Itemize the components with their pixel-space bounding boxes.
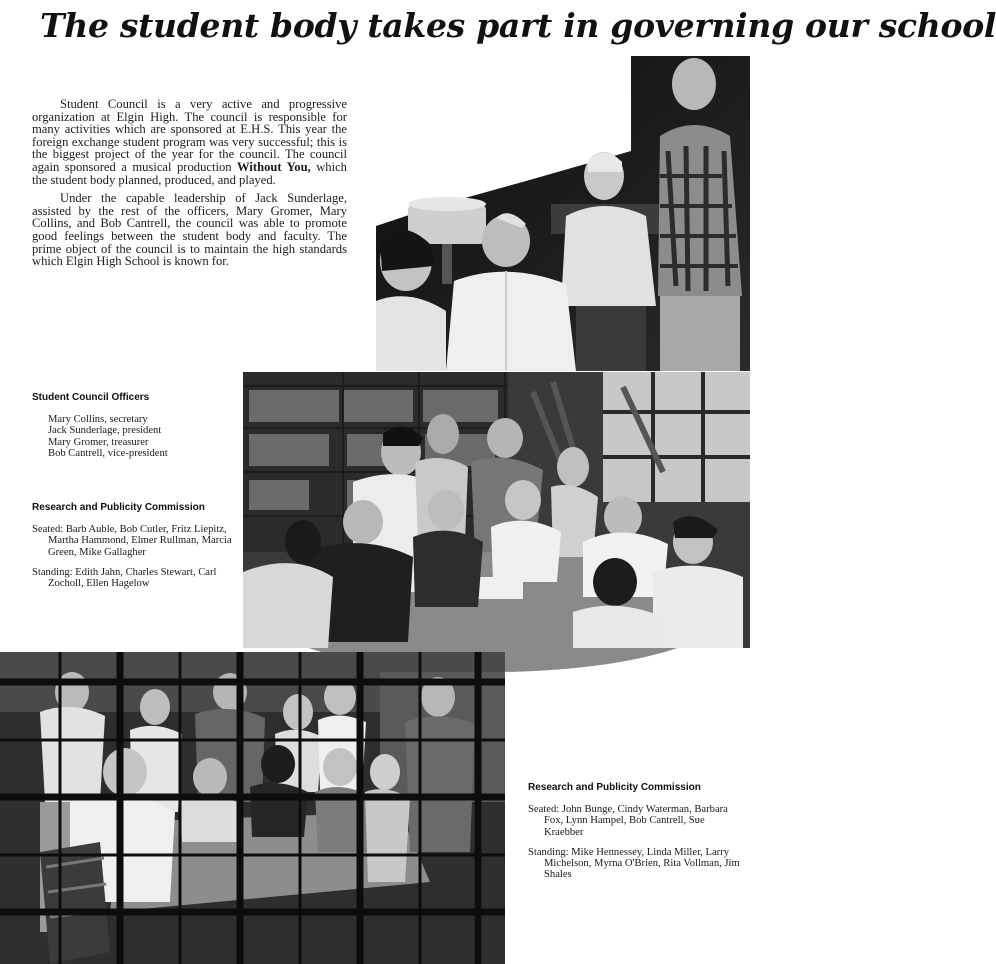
officer-entry: Jack Sunderlage, president — [48, 425, 162, 437]
research-commission-1-caption — [32, 502, 242, 589]
officers-heading: Student Council Officers — [32, 392, 150, 403]
research-commission-2-heading: Research and Publicity Commission — [528, 782, 701, 793]
research-commission-1-heading: Research and Publicity Commission — [32, 502, 205, 513]
officers-list — [48, 414, 242, 459]
research-commission-2-caption — [528, 782, 743, 880]
intro-paragraph-1-end: which the student body planned, produced, and played. — [32, 159, 347, 187]
council-officers-photo — [376, 56, 750, 371]
officer-entry: Mary Collins, secretary — [48, 414, 148, 426]
window-commission-photo — [0, 652, 505, 964]
page-title: The student body takes part in governing our school — [40, 6, 996, 45]
intro-text — [32, 98, 347, 274]
library-commission-photo — [243, 372, 750, 648]
production-title: Without You, — [237, 159, 311, 174]
research-commission-2-seated: Seated: John Bunge, Cindy Waterman, Barbara Fox, Lynn Hampel, Bob Cantrell, Sue Kraebber — [528, 804, 728, 838]
officers-caption — [32, 392, 242, 459]
research-commission-1-standing: Standing: Edith Jahn, Charles Stewart, Carl Zocholl, Ellen Hagelow — [32, 566, 217, 590]
intro-paragraph-1 — [32, 98, 347, 186]
intro-paragraph-1-start: Student Council is a very active and progressive organization at Elgin High. The council is responsible for many activities which are sponsored at E.H.S. This year the foreign exchange student program was very successful; this is the biggest project of the year for the council. The council again sponsored a musical production — [32, 97, 347, 174]
officer-entry: Bob Cantrell, vice-president — [48, 447, 168, 459]
research-commission-2-standing: Standing: Mike Hennessey, Linda Miller, Larry Michelson, Myrna O'Brien, Rita Vollman, Jim Shales — [528, 846, 740, 881]
intro-paragraph-2: Under the capable leadership of Jack Sunderlage, assisted by the rest of the officers, Mary Gromer, Mary Collins, and Bob Cantrell, the council was able to promote good feelings between the student body and faculty. The prime object of the council is to maintain the high standards which Elgin High School is known for. — [32, 191, 347, 269]
research-commission-1-seated: Seated: Barb Auble, Bob Cutler, Fritz Liepitz, Martha Hammond, Elmer Rullman, Marcia Green, Mike Gallagher — [32, 524, 232, 558]
officer-entry: Mary Gromer, treasurer — [48, 436, 149, 448]
